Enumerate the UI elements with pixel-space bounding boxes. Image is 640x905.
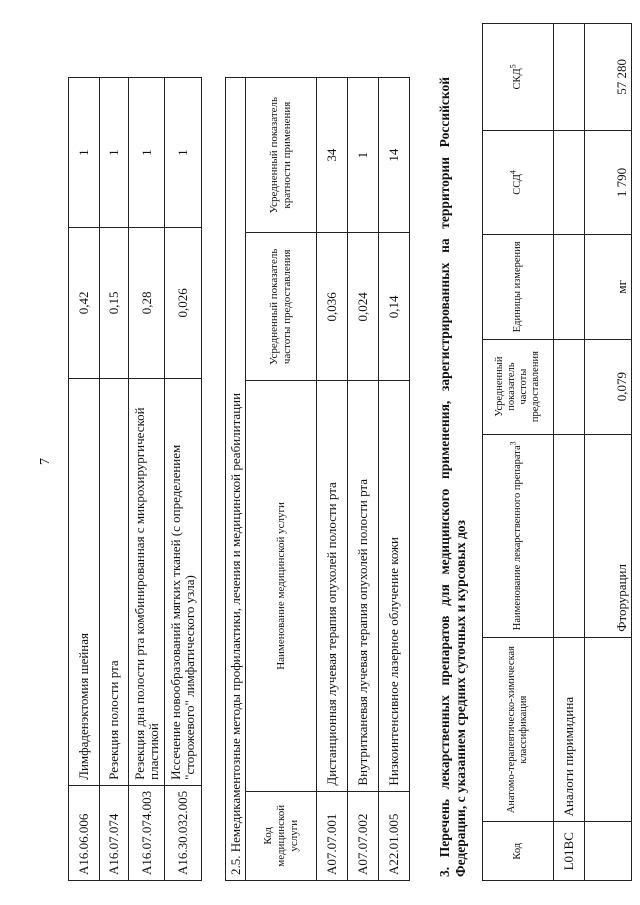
service-name: Резекция полости рта [100, 378, 129, 785]
service-code: A16.07.074 [100, 785, 129, 880]
service-code: A16.07.074.003 [129, 785, 165, 880]
drugs-table [482, 23, 632, 881]
empty-cell [585, 637, 632, 822]
header-name: Наименование медицинской услуги [246, 381, 317, 791]
empty-cell [554, 24, 585, 131]
frequency-value: 0,42 [69, 228, 100, 378]
footnote-mark: 4 [508, 170, 518, 175]
table-row [317, 78, 348, 881]
header-drug [483, 434, 554, 637]
frequency-value: 0,14 [379, 233, 410, 381]
service-name: Внутритканевая лучевая терапия опухолей полости рта [348, 381, 379, 791]
service-name: Резекция дна полости рта комбинированная с микрохирургической пластикой [129, 378, 165, 785]
header-multiplicity: Усредненный показатель кратности применения [246, 78, 317, 233]
table-row [348, 78, 379, 881]
empty-cell [554, 130, 585, 234]
table-row [129, 78, 165, 881]
service-code: A16.30.032.005 [165, 785, 202, 880]
table-header-row [246, 78, 317, 881]
multiplicity-value: 1 [69, 78, 100, 228]
table-row [585, 24, 632, 881]
footnote-mark: 3 [508, 441, 518, 446]
empty-cell [585, 822, 632, 881]
empty-cell [554, 235, 585, 339]
table-row [100, 78, 129, 881]
header-frequency: Усредненный показатель частоты предоставления [246, 233, 317, 381]
frequency-value: 0,024 [348, 233, 379, 381]
header-unit: Единицы измерения [483, 235, 554, 339]
header-ssd [483, 130, 554, 234]
service-code: A16.06.006 [69, 785, 100, 880]
multiplicity-value: 1 [165, 78, 202, 228]
multiplicity-value: 14 [379, 78, 410, 233]
table-row [69, 78, 100, 881]
service-code: A22.01.005 [379, 791, 410, 880]
page-number: 7 [38, 458, 53, 465]
multiplicity-value: 34 [317, 78, 348, 233]
header-ssd-text: ССД [512, 174, 523, 195]
header-atc: Анатомо-терапевтическо-химическая классификация [483, 637, 554, 822]
multiplicity-value: 1 [100, 78, 129, 228]
section-title: 2.5. Немедикаментозные методы профилактики, лечения и медицинской реабилитации [226, 78, 246, 881]
services-table [68, 77, 202, 881]
header-code: Код медицинской услуги [246, 791, 317, 880]
non-drug-methods-table [225, 77, 410, 881]
frequency-value: 0,026 [165, 228, 202, 378]
header-skd-text: СКД [512, 68, 523, 90]
atc-name: Аналоги пиримидина [554, 637, 585, 822]
multiplicity-value: 1 [129, 78, 165, 228]
footnote-mark: 5 [508, 64, 518, 69]
service-name: Низкоинтенсивное лазерное облучение кожи [379, 381, 410, 791]
ssd-value: 1 790 [585, 130, 632, 234]
service-name: Лимфаденэктомия шейная [69, 378, 100, 785]
section-title-row [226, 78, 246, 881]
frequency-value: 0,15 [100, 228, 129, 378]
frequency-value: 0,036 [317, 233, 348, 381]
multiplicity-value: 1 [348, 78, 379, 233]
table-row [379, 78, 410, 881]
service-code: A07.07.002 [348, 791, 379, 880]
header-drug-text: Наименование лекарственного препарата [512, 445, 523, 631]
skd-value: 57 280 [585, 24, 632, 131]
empty-cell [554, 434, 585, 637]
table-header-row [483, 24, 554, 881]
header-frequency: Усредненный показатель частоты предоставления [483, 339, 554, 434]
service-name: Иссечение новообразований мягких тканей (с определением "сторожевого" лимфатического узла) [165, 378, 202, 785]
empty-cell [554, 339, 585, 434]
header-skd [483, 24, 554, 131]
frequency-value: 0,28 [129, 228, 165, 378]
section-3-heading: 3. Перечень лекарственных препаратов для медицинского применения, зарегистрированных на территории Российской Федерации, с указанием средних суточных и курсовых доз [437, 77, 468, 877]
header-code: Код [483, 822, 554, 881]
atc-code: L01BC [554, 822, 585, 881]
unit-value: мг [585, 235, 632, 339]
table-row [554, 24, 585, 881]
drug-name: Фторурацил [585, 434, 632, 637]
service-name: Дистанционная лучевая терапия опухолей полости рта [317, 381, 348, 791]
service-code: A07.07.001 [317, 791, 348, 880]
table-row [165, 78, 202, 881]
frequency-value: 0,079 [585, 339, 632, 434]
